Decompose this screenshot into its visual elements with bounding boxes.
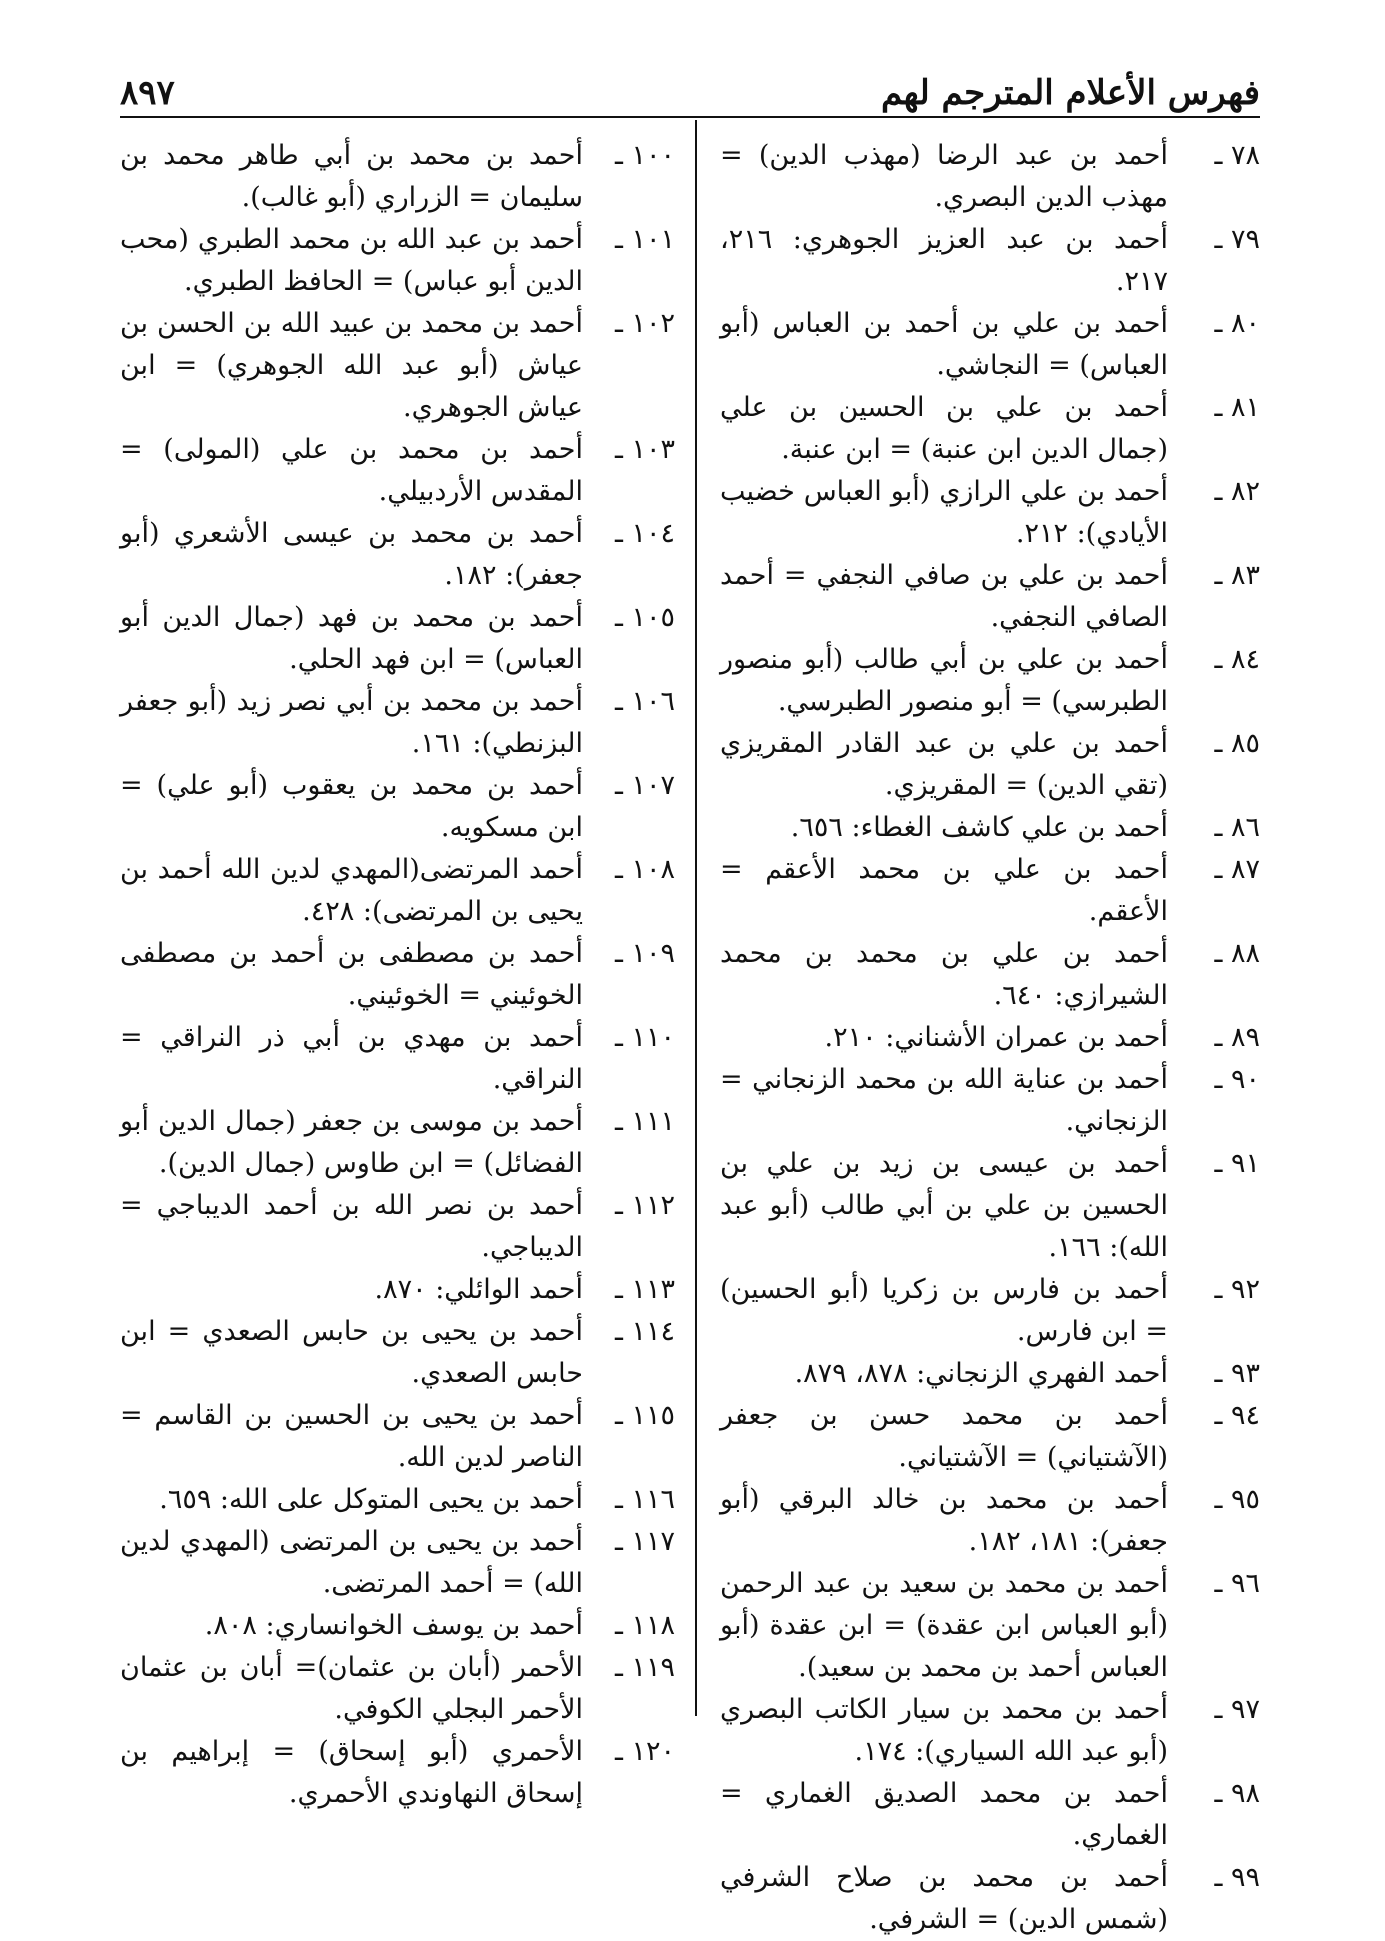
entry-text: أحمد الفهري الزنجاني: ٨٧٨، ٨٧٩. (794, 1358, 1168, 1389)
entry-number: ١٠٨ ـ (614, 854, 675, 885)
entry-number: ١٠٧ ـ (614, 770, 675, 801)
index-entry (120, 1269, 675, 1311)
entry-text: أحمد بن محمد بن فهد (جمال الدين أبو العباس) = ابن فهد الحلي. (120, 602, 583, 675)
index-entry (720, 471, 1260, 555)
index-entry (120, 219, 675, 303)
entry-number: ٨١ ـ (1214, 392, 1260, 423)
entry-text: أحمد بن فارس بن زكريا (أبو الحسين) = ابن فارس. (720, 1274, 1168, 1347)
entry-text: أحمد بن محمد بن علي (المولى) = المقدس الأردبيلي. (120, 434, 583, 507)
index-entry (720, 1269, 1260, 1353)
index-entry (720, 1017, 1260, 1059)
entry-number: ١٠٤ ـ (614, 518, 675, 549)
entry-text: أحمد بن محمد بن خالد البرقي (أبو جعفر): ١٨١، ١٨٢. (720, 1484, 1168, 1557)
index-entry (120, 1521, 675, 1605)
entry-number: ٧٨ ـ (1214, 140, 1260, 171)
index-entry (720, 1059, 1260, 1143)
index-entry (120, 1017, 675, 1101)
entry-text: الأحمري (أبو إسحاق) = إبراهيم بن إسحاق النهاوندي الأحمري. (120, 1736, 583, 1809)
entry-number: ٨٦ ـ (1214, 812, 1260, 843)
header-title: فهرس الأعلام المترجم لهم (881, 73, 1260, 113)
entry-number: ١٠٥ ـ (614, 602, 675, 633)
entry-number: ١٠٣ ـ (614, 434, 675, 465)
entry-number: ١١٠ ـ (614, 1022, 675, 1053)
entry-number: ١٠٩ ـ (614, 938, 675, 969)
index-entry (720, 1563, 1260, 1689)
entry-number: ٨٢ ـ (1214, 476, 1260, 507)
index-column-left (120, 135, 675, 1815)
entry-number: ٨٤ ـ (1214, 644, 1260, 675)
index-entry (720, 219, 1260, 303)
index-entry (120, 681, 675, 765)
index-entry (720, 135, 1260, 219)
entry-text: أحمد بن عبد العزيز الجوهري: ٢١٦، ٢١٧. (720, 224, 1168, 297)
entry-number: ١١٩ ـ (614, 1652, 675, 1683)
entry-text: أحمد بن محمد حسن بن جعفر (الآشتياني) = الآشتياني. (720, 1400, 1168, 1473)
index-entry (120, 513, 675, 597)
entry-number: ٩٦ ـ (1214, 1568, 1260, 1599)
index-entry (720, 807, 1260, 849)
index-entry (720, 639, 1260, 723)
entry-text: أحمد بن يحيى المتوكل على الله: ٦٥٩. (159, 1484, 583, 1515)
entry-text: أحمد بن علي بن عبد القادر المقريزي (تقي الدين) = المقريزي. (720, 728, 1168, 801)
index-entry (720, 387, 1260, 471)
entry-text: أحمد بن نصر الله بن أحمد الديباجي = الديباجي. (120, 1190, 583, 1263)
entry-number: ١٠١ ـ (614, 224, 675, 255)
entry-text: أحمد بن يحيى بن حابس الصعدي = ابن حابس الصعدي. (120, 1316, 583, 1389)
entry-text: أحمد بن علي بن محمد بن محمد الشيرازي: ٦٤٠. (720, 938, 1168, 1011)
index-entry (120, 1731, 675, 1815)
entry-number: ٩٠ ـ (1214, 1064, 1260, 1095)
entry-text: الأحمر (أبان بن عثمان)= أبان بن عثمان الأحمر البجلي الكوفي. (120, 1652, 583, 1725)
entry-text: أحمد بن محمد الصديق الغماري = الغماري. (720, 1778, 1168, 1851)
index-entry (120, 303, 675, 429)
index-entry (120, 1395, 675, 1479)
page-header (120, 68, 1260, 118)
entry-number: ٩٧ ـ (1214, 1694, 1260, 1725)
index-entry (120, 765, 675, 849)
index-entry (720, 933, 1260, 1017)
entry-number: ٩٤ ـ (1214, 1400, 1260, 1431)
entry-text: أحمد بن محمد بن صلاح الشرفي (شمس الدين) = الشرفي. (720, 1862, 1168, 1935)
entry-text: أحمد بن عبد الله بن محمد الطبري (محب الدين أبو عباس) = الحافظ الطبري. (120, 224, 583, 297)
entry-number: ٩٨ ـ (1214, 1778, 1260, 1809)
entry-text: أحمد بن عيسى بن زيد بن علي بن الحسين بن علي بن أبي طالب (أبو عبد الله): ١٦٦. (720, 1148, 1168, 1263)
entry-number: ٩٥ ـ (1214, 1484, 1260, 1515)
entry-text: أحمد بن علي بن أحمد بن العباس (أبو العباس) = النجاشي. (720, 308, 1168, 381)
entry-number: ٨٠ ـ (1214, 308, 1260, 339)
entry-number: ١١٤ ـ (614, 1316, 675, 1347)
entry-text: أحمد بن يحيى بن المرتضى (المهدي لدين الله) = أحمد المرتضى. (120, 1526, 583, 1599)
column-divider (695, 120, 697, 1716)
index-entry (120, 1185, 675, 1269)
entry-number: ١١٣ ـ (614, 1274, 675, 1305)
entry-number: ١١٦ ـ (614, 1484, 675, 1515)
entry-text: أحمد بن علي بن أبي طالب (أبو منصور الطبرسي) = أبو منصور الطبرسي. (720, 644, 1168, 717)
entry-number: ٨٩ ـ (1214, 1022, 1260, 1053)
entry-text: أحمد بن علي بن محمد الأعقم = الأعقم. (720, 854, 1168, 927)
index-entry (120, 1647, 675, 1731)
entry-text: أحمد بن محمد بن عبيد الله بن الحسن بن عياش (أبو عبد الله الجوهري) = ابن عياش الجوهري. (120, 308, 583, 423)
entry-number: ١٠٠ ـ (614, 140, 675, 171)
index-entry (720, 1479, 1260, 1563)
entry-text: أحمد المرتضى(المهدي لدين الله أحمد بن يحيى بن المرتضى): ٤٢٨. (120, 854, 583, 927)
entry-number: ١٠٢ ـ (614, 308, 675, 339)
entry-text: أحمد بن عناية الله بن محمد الزنجاني = الزنجاني. (720, 1064, 1168, 1137)
index-entry (120, 135, 675, 219)
index-entry (720, 1689, 1260, 1773)
index-entry (720, 1773, 1260, 1857)
entry-text: أحمد بن يوسف الخوانساري: ٨٠٨. (204, 1610, 583, 1641)
entry-text: أحمد بن علي بن الحسين بن علي (جمال الدين ابن عنبة) = ابن عنبة. (720, 392, 1168, 465)
entry-text: أحمد بن مهدي بن أبي ذر النراقي = النراقي. (120, 1022, 583, 1095)
index-entry (120, 1479, 675, 1521)
entry-number: ٨٥ ـ (1214, 728, 1260, 759)
index-entry (120, 933, 675, 1017)
entry-text: أحمد بن محمد بن أبي نصر زيد (أبو جعفر البزنطي): ١٦١. (120, 686, 583, 759)
index-entry (120, 1605, 675, 1647)
entry-text: أحمد بن علي بن صافي النجفي = أحمد الصافي النجفي. (720, 560, 1168, 633)
index-entry (720, 849, 1260, 933)
index-entry (120, 1311, 675, 1395)
index-entry (720, 1353, 1260, 1395)
entry-number: ١١١ ـ (614, 1106, 675, 1137)
entry-text: أحمد بن مصطفى بن أحمد بن مصطفى الخوئيني = الخوئيني. (120, 938, 583, 1011)
entry-text: أحمد بن علي كاشف الغطاء: ٦٥٦. (790, 812, 1168, 843)
index-entry (720, 555, 1260, 639)
entry-number: ١٠٦ ـ (614, 686, 675, 717)
entry-number: ٩٩ ـ (1214, 1862, 1260, 1893)
entry-number: ١١٥ ـ (614, 1400, 675, 1431)
entry-text: أحمد بن محمد بن عيسى الأشعري (أبو جعفر): ١٨٢. (120, 518, 583, 591)
index-entry (720, 1143, 1260, 1269)
index-entry (120, 429, 675, 513)
entry-number: ١١٨ ـ (614, 1610, 675, 1641)
entry-text: أحمد بن علي الرازي (أبو العباس خضيب الأيادي): ٢١٢. (720, 476, 1168, 549)
index-column-right (720, 135, 1260, 1941)
entry-number: ٩١ ـ (1214, 1148, 1260, 1179)
index-entry (720, 723, 1260, 807)
index-entry (120, 597, 675, 681)
entry-number: ٨٨ ـ (1214, 938, 1260, 969)
entry-text: أحمد بن عمران الأشناني: ٢١٠. (824, 1022, 1168, 1053)
entry-number: ١١٧ ـ (614, 1526, 675, 1557)
entry-number: ٨٧ ـ (1214, 854, 1260, 885)
entry-text: أحمد بن موسى بن جعفر (جمال الدين أبو الفضائل) = ابن طاوس (جمال الدين). (120, 1106, 583, 1179)
entry-number: ٧٩ ـ (1214, 224, 1260, 255)
index-entry (720, 303, 1260, 387)
entry-number: ٩٣ ـ (1214, 1358, 1260, 1389)
page-number: ٨٩٧ (120, 73, 175, 113)
index-entry (720, 1395, 1260, 1479)
entry-text: أحمد الوائلي: ٨٧٠. (374, 1274, 583, 1305)
index-entry (720, 1857, 1260, 1941)
entry-text: أحمد بن يحيى بن الحسين بن القاسم = الناصر لدين الله. (120, 1400, 583, 1473)
entry-text: أحمد بن محمد بن يعقوب (أبو علي) = ابن مسكويه. (120, 770, 583, 843)
entry-text: أحمد بن محمد بن سيار الكاتب البصري (أبو عبد الله السياري): ١٧٤. (720, 1694, 1168, 1767)
index-entry (120, 849, 675, 933)
entry-number: ١٢٠ ـ (614, 1736, 675, 1767)
entry-number: ١١٢ ـ (614, 1190, 675, 1221)
entry-text: أحمد بن عبد الرضا (مهذب الدين) = مهذب الدين البصري. (720, 140, 1168, 213)
entry-text: أحمد بن محمد بن أبي طاهر محمد بن سليمان = الزراري (أبو غالب). (120, 140, 583, 213)
index-entry (120, 1101, 675, 1185)
entry-number: ٨٣ ـ (1214, 560, 1260, 591)
entry-text: أحمد بن محمد بن سعيد بن عبد الرحمن (أبو العباس ابن عقدة) = ابن عقدة (أبو العباس أحمد بن محمد بن سعيد). (720, 1568, 1168, 1683)
entry-number: ٩٢ ـ (1214, 1274, 1260, 1305)
